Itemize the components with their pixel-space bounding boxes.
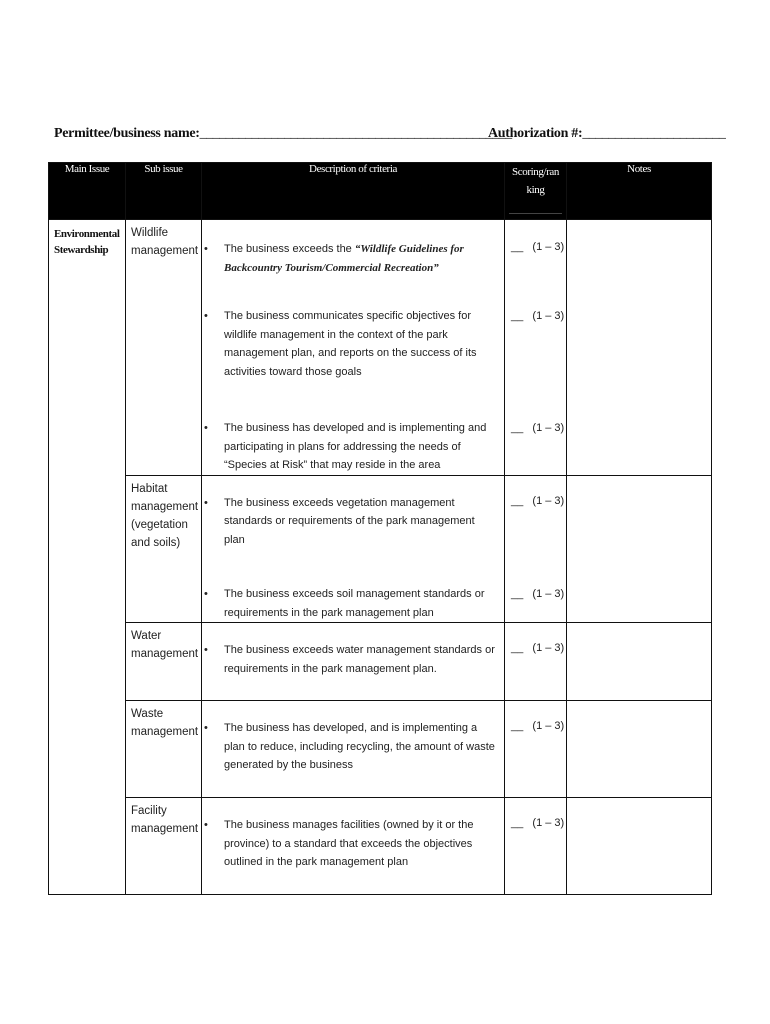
- col-header-scoring: [505, 163, 567, 220]
- criteria-text: The business communicates specific objectives for wildlife management in the context of the park management plan, and reports on the success of its activities toward those goals: [224, 310, 477, 378]
- scoring-cell: [505, 623, 567, 701]
- table-header-row: [49, 163, 712, 220]
- bullet-icon: •: [204, 243, 208, 255]
- permittee-label-text: Permittee/business name:: [54, 126, 200, 141]
- bullet-icon: •: [204, 722, 208, 734]
- scoring-cell: [505, 475, 567, 623]
- description-cell: [202, 220, 505, 476]
- sub-issue-cell: Facility management: [126, 798, 202, 895]
- description-cell: [202, 701, 505, 798]
- notes-cell[interactable]: [567, 623, 712, 701]
- sub-issue-cell: Waste management: [126, 701, 202, 798]
- bullet-icon: •: [204, 644, 208, 656]
- criteria-item: [202, 641, 504, 678]
- table-row: [49, 475, 712, 623]
- description-cell: [202, 475, 505, 623]
- score-field[interactable]: __ (1 – 3): [511, 241, 565, 253]
- bullet-icon: •: [204, 819, 208, 831]
- col-header-description: Description of criteria: [202, 163, 505, 220]
- criteria-list: [202, 494, 504, 623]
- table-row: [49, 623, 712, 701]
- criteria-text: The business manages facilities (owned by it or the province) to a standard that exceeds the objectives outlined in the park management plan: [224, 819, 474, 868]
- sub-issue-cell: Wildlife management: [126, 220, 202, 476]
- authorization-number-blank[interactable]: ______________________: [582, 126, 726, 141]
- criteria-item: [202, 816, 504, 872]
- table-row: [49, 798, 712, 895]
- criteria-text: The business exceeds vegetation management standards or requirements of the park management plan: [224, 496, 475, 546]
- criteria-item: [202, 719, 504, 775]
- criteria-text: The business has developed and is implementing and participating in plans for addressing the needs of “Species at Risk” that may reside in the area: [224, 422, 487, 471]
- description-cell: [202, 623, 505, 701]
- authorization-label-text: Authorization #:: [488, 126, 583, 141]
- criteria-list: [202, 240, 504, 475]
- score-field[interactable]: __ (1 – 3): [511, 588, 565, 600]
- col-header-main-issue: Main Issue: [49, 163, 126, 220]
- col-header-scoring-label: Scoring/ran king: [509, 163, 562, 214]
- criteria-text: The business exceeds soil management standards or requirements in the park management plan: [224, 588, 485, 619]
- criteria-item: [202, 419, 504, 475]
- score-field[interactable]: __ (1 – 3): [511, 422, 565, 434]
- criteria-item: [202, 585, 504, 622]
- authorization-number-label: [488, 126, 725, 142]
- score-field[interactable]: __ (1 – 3): [511, 817, 565, 829]
- permittee-name-label: [54, 126, 512, 142]
- col-header-notes: Notes: [567, 163, 712, 220]
- criteria-guideline-title: “Wildlife Guidelines for Backcountry Tourism/Commercial Recreation”: [224, 243, 464, 274]
- sub-issue-cell: Habitat management (vegetation and soils): [126, 475, 202, 623]
- main-issue-cell: Environmental Stewardship: [49, 220, 126, 895]
- criteria-text: The business exceeds the: [224, 243, 355, 255]
- bullet-icon: •: [204, 310, 208, 322]
- scoring-cell: [505, 701, 567, 798]
- score-field[interactable]: __ (1 – 3): [511, 310, 565, 322]
- col-header-sub-issue: Sub issue: [126, 163, 202, 220]
- table-row: [49, 701, 712, 798]
- score-field[interactable]: __ (1 – 3): [511, 642, 565, 654]
- criteria-item: [202, 494, 504, 550]
- bullet-icon: •: [204, 588, 208, 600]
- bullet-icon: •: [204, 422, 208, 434]
- table-row: [49, 220, 712, 476]
- criteria-text: The business has developed, and is implementing a plan to reduce, including recycling, the amount of waste generated by the business: [224, 722, 495, 771]
- criteria-list: [202, 641, 504, 678]
- scoring-cell: [505, 220, 567, 476]
- table-body: [49, 220, 712, 895]
- scoring-cell: [505, 798, 567, 895]
- sub-issue-cell: Water management: [126, 623, 202, 701]
- score-field[interactable]: __ (1 – 3): [511, 720, 565, 732]
- criteria-text: The business exceeds water management standards or requirements in the park management plan.: [224, 644, 495, 675]
- criteria-list: [202, 719, 504, 775]
- permittee-name-blank[interactable]: ________________________________________________: [199, 126, 512, 141]
- criteria-list: [202, 816, 504, 872]
- score-field[interactable]: __ (1 – 3): [511, 494, 565, 507]
- description-cell: [202, 798, 505, 895]
- bullet-icon: •: [204, 496, 208, 509]
- notes-cell[interactable]: [567, 701, 712, 798]
- criteria-table: [48, 162, 712, 895]
- notes-cell[interactable]: [567, 475, 712, 623]
- notes-cell[interactable]: [567, 798, 712, 895]
- notes-cell[interactable]: [567, 220, 712, 476]
- criteria-item: [202, 307, 504, 381]
- criteria-item: [202, 240, 504, 277]
